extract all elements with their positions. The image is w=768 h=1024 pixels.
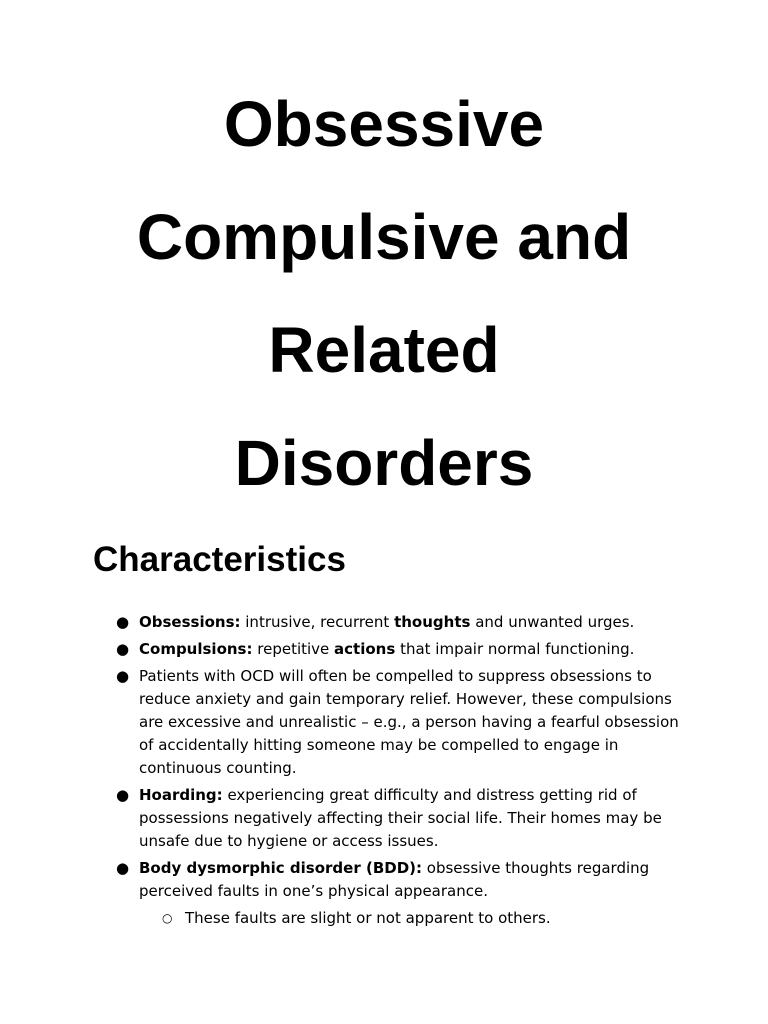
list-item-hoarding bbox=[116, 784, 679, 853]
title-line-2: Compulsive and bbox=[136, 201, 632, 273]
list-item-compulsions bbox=[116, 638, 679, 661]
bullet-icon: ● bbox=[116, 613, 130, 631]
title-line-1: Obsessive bbox=[223, 88, 545, 160]
bullet-icon: ● bbox=[116, 667, 130, 685]
sublist-item bbox=[162, 907, 679, 930]
document-title bbox=[0, 68, 768, 520]
item-label: Body dysmorphic disorder (BDD): bbox=[139, 859, 423, 877]
title-line-3: Related bbox=[268, 314, 500, 386]
item-label: Compulsions: bbox=[139, 640, 253, 658]
item-text: that impair normal functioning. bbox=[395, 640, 635, 658]
title-line-4: Disorders bbox=[234, 427, 534, 499]
item-emphasis: thoughts bbox=[394, 613, 471, 631]
item-label: Obsessions: bbox=[139, 613, 241, 631]
item-text: and unwanted urges. bbox=[470, 613, 635, 631]
item-text: experiencing great difficulty and distress getting rid of possessions negatively affecting their social life. Their homes may be unsafe due to hygiene or access issues. bbox=[139, 786, 662, 850]
item-label: Hoarding: bbox=[139, 786, 223, 804]
list-item-bdd bbox=[116, 857, 679, 930]
bullet-icon: ● bbox=[116, 640, 130, 658]
item-text: obsessive thoughts regarding perceived faults in one’s physical appearance. bbox=[139, 859, 650, 900]
item-text: repetitive bbox=[252, 640, 335, 658]
subitem-text: These faults are slight or not apparent to others. bbox=[185, 909, 551, 927]
bullet-icon: ● bbox=[116, 859, 130, 877]
characteristics-list bbox=[116, 611, 679, 934]
list-item-ocd-patients bbox=[116, 665, 679, 780]
bullet-icon: ● bbox=[116, 786, 130, 804]
list-item-obsessions bbox=[116, 611, 679, 634]
item-emphasis: actions bbox=[334, 640, 396, 658]
item-text: Patients with OCD will often be compelled to suppress obsessions to reduce anxiety and gain temporary relief. However, these compulsions are excessive and unrealistic – e.g., a person having a fearful obsession of accidentally hitting someone may be compelled to engage in continuous counting. bbox=[139, 667, 679, 777]
bdd-sublist bbox=[139, 907, 679, 930]
hollow-bullet-icon: ○ bbox=[162, 911, 173, 925]
item-text: intrusive, recurrent bbox=[240, 613, 395, 631]
section-heading: Characteristics bbox=[93, 540, 346, 579]
